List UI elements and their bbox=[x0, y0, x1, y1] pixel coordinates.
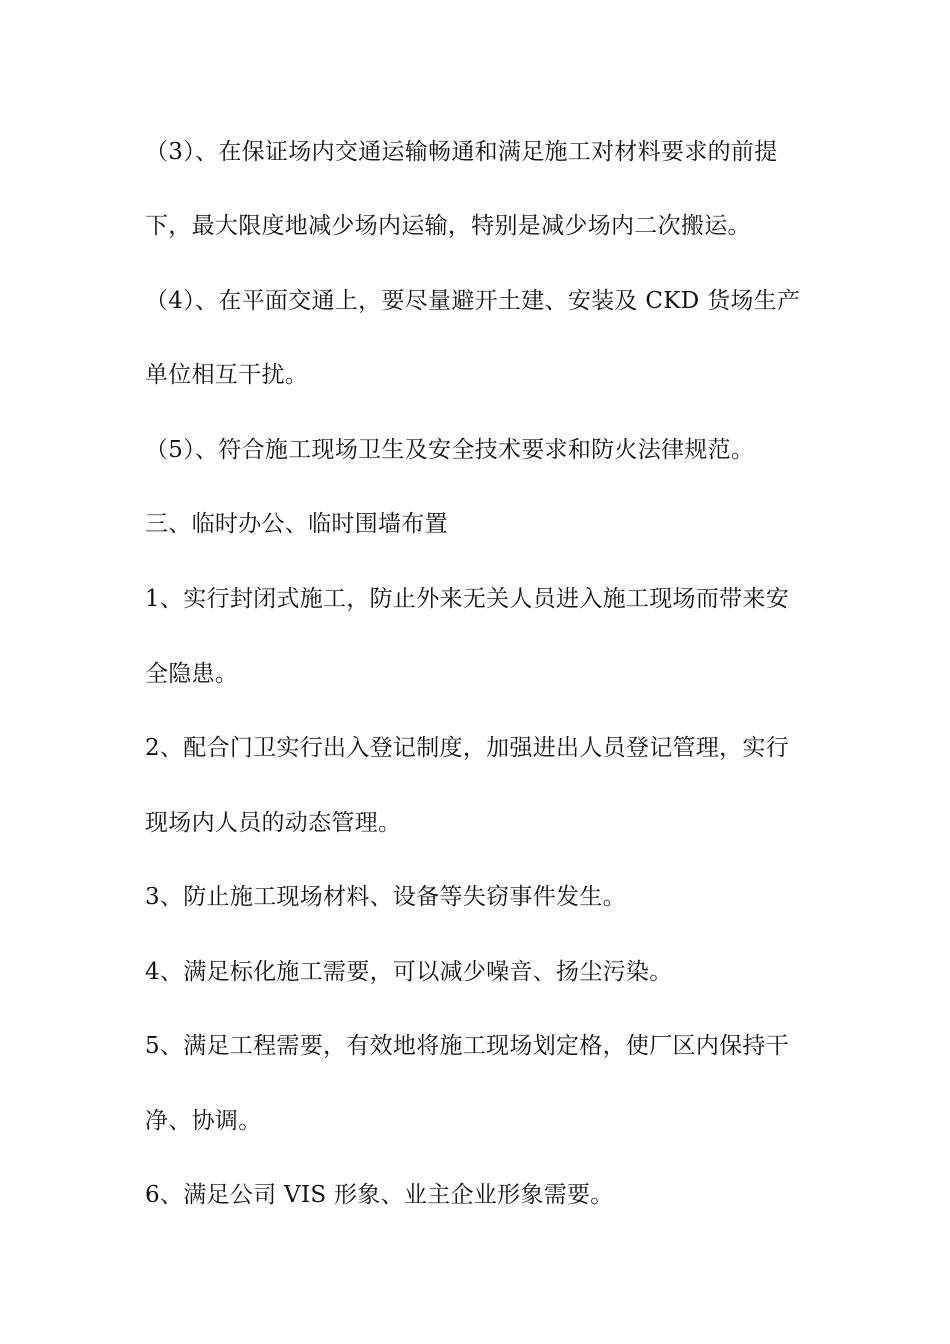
paragraph-line: 现场内人员的动态管理。 bbox=[145, 810, 402, 836]
paragraph-line: 4、满足标化施工需要，可以减少噪音、扬尘污染。 bbox=[145, 959, 673, 985]
paragraph-line: 3、防止施工现场材料、设备等失窃事件发生。 bbox=[145, 884, 626, 910]
paragraph-line: （4）、在平面交通上，要尽量避开土建、安装及 CKD 货场生产 bbox=[145, 288, 801, 314]
paragraph-line: 6、满足公司 VIS 形象、业主企业形象需要。 bbox=[145, 1182, 614, 1208]
paragraph-line: （3）、在保证场内交通运输畅通和满足施工对材料要求的前提 bbox=[145, 139, 778, 165]
paragraph-line: 全隐患。 bbox=[145, 661, 239, 687]
section-heading: 三、临时办公、临时围墙布置 bbox=[145, 511, 448, 537]
paragraph-line: 单位相互干扰。 bbox=[145, 362, 309, 388]
paragraph-line: 净、协调。 bbox=[145, 1108, 262, 1134]
paragraph-line: 1、实行封闭式施工，防止外来无关人员进入施工现场而带来安 bbox=[145, 586, 790, 612]
paragraph-line: （5）、符合施工现场卫生及安全技术要求和防火法律规范。 bbox=[145, 437, 755, 463]
paragraph-line: 下，最大限度地减少场内运输，特别是减少场内二次搬运。 bbox=[145, 213, 751, 239]
paragraph-line: 5、满足工程需要，有效地将施工现场划定格，使厂区内保持干 bbox=[145, 1033, 790, 1059]
paragraph-line: 2、配合门卫实行出入登记制度，加强进出人员登记管理，实行 bbox=[145, 735, 790, 761]
